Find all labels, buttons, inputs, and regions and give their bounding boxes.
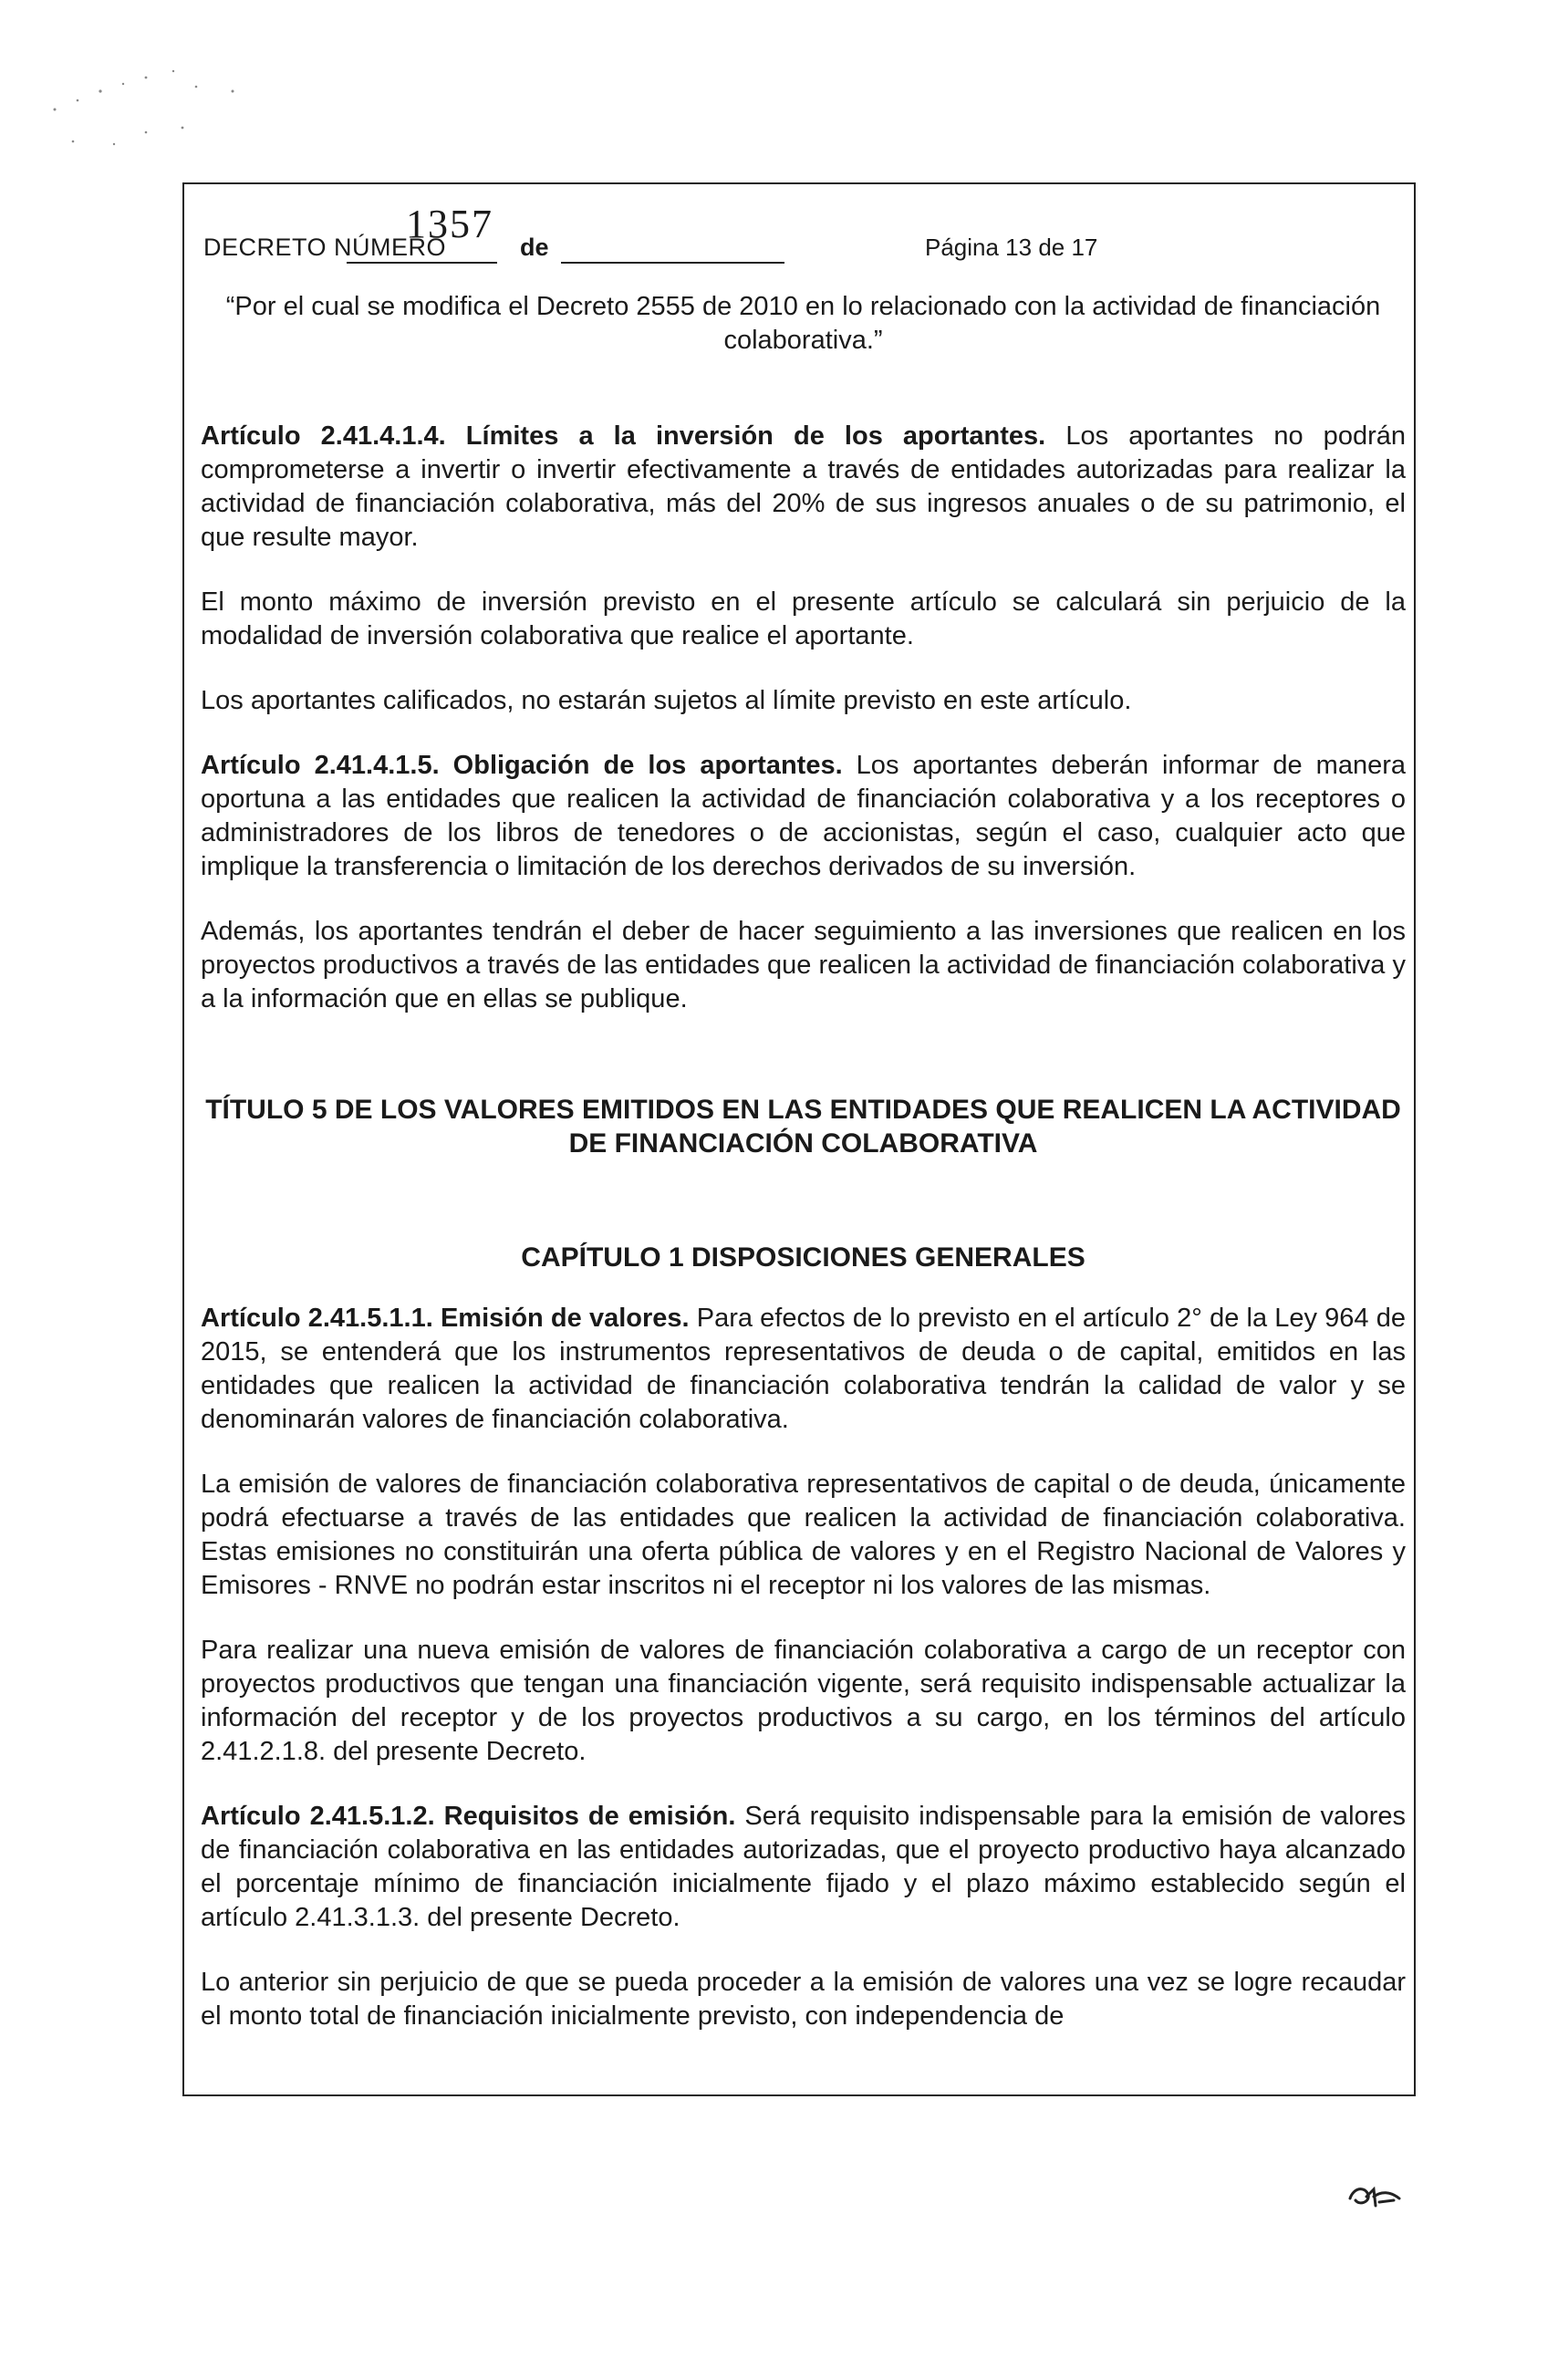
article-heading: Artículo 2.41.4.1.5. Obligación de los aportantes. [201, 751, 843, 780]
title-5-heading: TÍTULO 5 DE LOS VALORES EMITIDOS EN LAS ENTIDADES QUE REALICEN LA ACTIVIDAD DE FINANCIACIÓN COLABORATIVA [205, 1095, 1401, 1159]
article-heading: Artículo 2.41.5.1.1. Emisión de valores. [201, 1304, 690, 1333]
decree-number-label: DECRETO NÚMERO [203, 234, 447, 261]
article-text: Para efectos de lo previsto en el artículo 2° de la Ley 964 de 2015, se entenderá que los instrumentos representativos de deuda o de capital, emitidos en las entidades que realicen la actividad de financiación colaborativa tendrán la calidad de valor y se denominarán valores de financiación colaborativa. [201, 1304, 1406, 1434]
handwritten-initials-icon [1343, 2178, 1407, 2215]
scan-specks [36, 55, 274, 155]
paragraph: La emisión de valores de financiación colaborativa representativos de capital o de deuda, únicamente podrá efectuarse a través de las entidades que realicen la actividad de financiación colaborativa. Estas emisiones no constituirán una oferta pública de valores y en el Registro Nacional de Valores y Emisores - RNVE no podrán estar inscritos ni el receptor ni los valores de las mismas. [201, 1470, 1406, 1600]
page-number: Página 13 de 17 [925, 234, 1098, 261]
article-heading: Artículo 2.41.4.1.4. Límites a la inversión de los aportantes. [201, 421, 1046, 451]
article-2-41-4-1-5 [201, 749, 1406, 884]
chapter-1-heading: CAPÍTULO 1 DISPOSICIONES GENERALES [521, 1242, 1085, 1273]
date-underline [561, 262, 784, 264]
decree-number-underline [347, 262, 497, 264]
decree-number: 1357 [406, 202, 493, 246]
article-text: Los aportantes deberán informar de manera oportuna a las entidades que realicen la actividad de financiación colaborativa y a los receptores o administradores de los libros de tenedores o de accionistas, según el caso, cualquier acto que implique la transferencia o limitación de los derechos derivados de su inversión. [201, 751, 1406, 881]
decree-header [201, 187, 1405, 269]
paragraph: Para realizar una nueva emisión de valores de financiación colaborativa a cargo de un receptor con proyectos productivos que tengan una financiación vigente, será requisito indispensable actualizar la información del receptor y de los proyectos productivos a su cargo, en los términos del artículo 2.41.2.1.8. del presente Decreto. [201, 1636, 1406, 1766]
document-body [201, 290, 1406, 2064]
date-label: de [520, 234, 549, 261]
article-text: Los aportantes no podrán comprometerse a invertir o invertir efectivamente a través de entidades autorizadas para realizar la actividad de financiación colaborativa, más del 20% de sus ingresos anuales o de su patrimonio, el que resulte mayor. [201, 421, 1406, 552]
article-text: Será requisito indispensable para la emisión de valores de financiación colaborativa en las entidades autorizadas, que el proyecto productivo haya alcanzado el porcentaje mínimo de financiación inicialmente fijado y el plazo máximo establecido según el artículo 2.41.3.1.3. del presente Decreto. [201, 1802, 1406, 1932]
paragraph: El monto máximo de inversión previsto en el presente artículo se calculará sin perjuicio de la modalidad de inversión colaborativa que realice el aportante. [201, 587, 1406, 650]
article-2-41-5-1-2 [201, 1800, 1406, 1935]
paragraph: Lo anterior sin perjuicio de que se pueda proceder a la emisión de valores una vez se logre recaudar el monto total de financiación inicialmente previsto, con independencia de [201, 1968, 1406, 2031]
article-heading: Artículo 2.41.5.1.2. Requisitos de emisión. [201, 1802, 736, 1831]
article-2-41-4-1-4 [201, 420, 1406, 555]
article-2-41-5-1-1 [201, 1302, 1406, 1437]
paragraph: Los aportantes calificados, no estarán sujetos al límite previsto en este artículo. [201, 686, 1132, 715]
paragraph: Además, los aportantes tendrán el deber de hacer seguimiento a las inversiones que realicen en los proyectos productivos a través de las entidades que realicen la actividad de financiación colaborativa y a la información que en ellas se publique. [201, 917, 1406, 1013]
decree-subtitle: “Por el cual se modifica el Decreto 2555 de 2010 en lo relacionado con la actividad de financiación colaborativa.” [225, 292, 1381, 355]
